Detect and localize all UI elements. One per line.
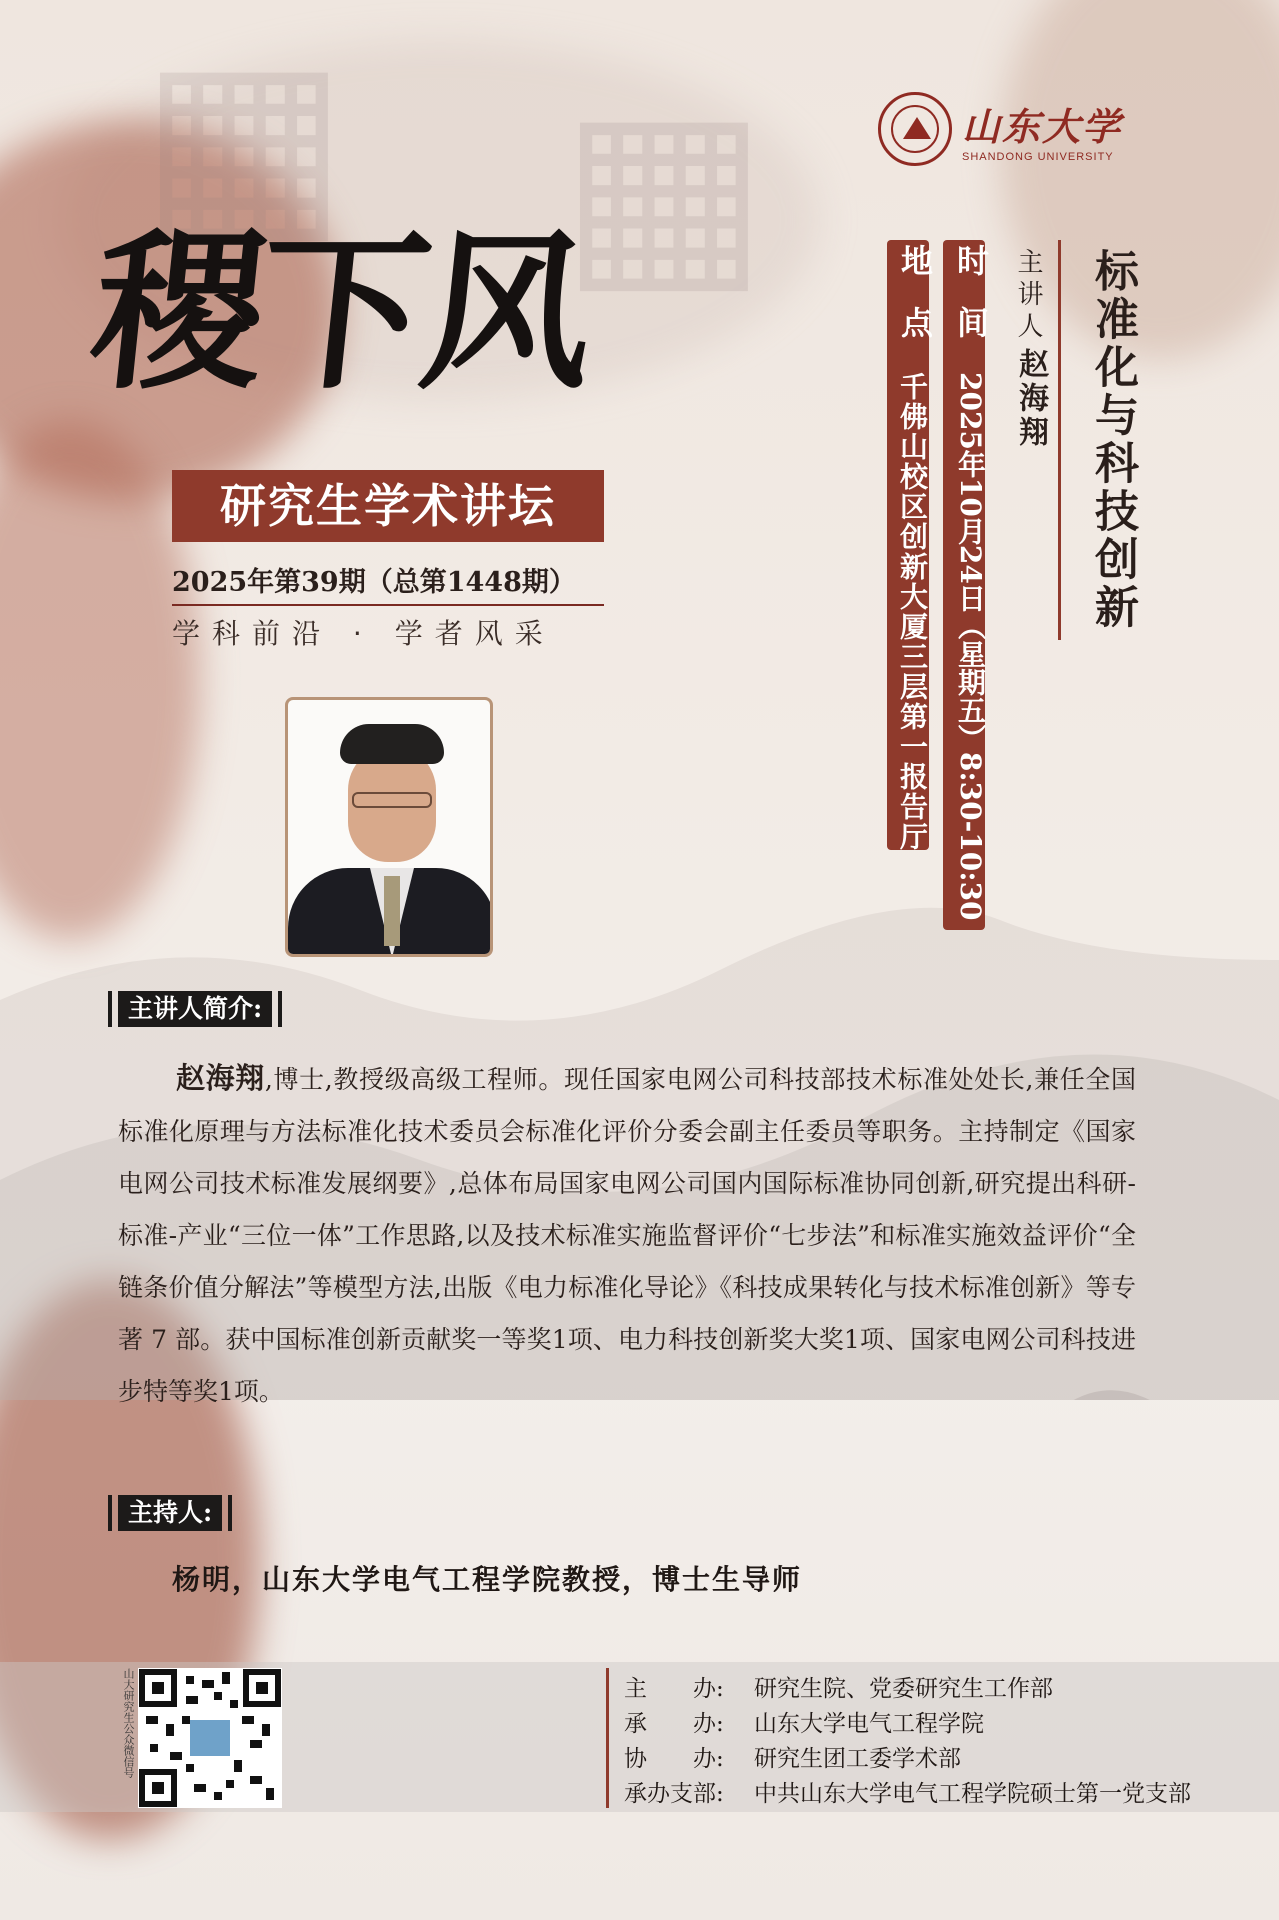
bio-heading: 主讲人简介: <box>118 991 272 1027</box>
slogan: 学科前沿 · 学者风采 <box>172 617 555 650</box>
organizer-divider <box>606 1668 609 1808</box>
university-logo <box>878 92 1122 166</box>
logo-name-en: SHANDONG UNIVERSITY <box>962 150 1114 163</box>
divider <box>172 604 604 606</box>
issue-number: 2025年第39期（总第1448期） <box>172 567 576 598</box>
organizer-row: 承 办: 山东大学电气工程学院 <box>624 1711 984 1737</box>
speaker-name: 赵海翔 <box>1013 348 1048 450</box>
time-value: 2025年10月24日（星期五）8:30-10:30 <box>954 372 987 921</box>
speaker-bio <box>118 1052 1136 1418</box>
location-value: 千佛山校区创新大厦三层第一报告厅 <box>896 372 929 852</box>
time-label: 时间 <box>952 244 990 368</box>
poster: ▦ ▦ 山东大学 SHANDONG UNIVERSITY 稷下风 研究生学术讲坛 2025年第39期（总第1448期） 学科前沿 · 学者风采 标准化与科技创新 主讲人 赵海翔 时间 2025年10月24日（星期五）8:30-10:30 地点 千佛山校区创新大厦三层第一报告厅 主讲人简介: 赵海翔,博士,教授级高级工程师。现任国家电网公司科技部技术标准处处长,兼任全国标准化原理与方法标准化技术委员会标准化评价分委会副主任委员等职务。主持制定《国家电网公司技术标准发展纲要》,总体布局国家电网公司国内国际标准协同创新,研究提出科研-标准-产业“三位一体”工作思路,以及技术标准实施监督评价“七步法”和标准实施效益评价“全链条价值分解法”等模型方法,出版《电力标准化导论》《科技成果转化与技术标准创新》等专著 7 部。获中国标准创新贡献奖一等奖1项、电力科技创新奖大奖1项、国家电网公司科技进步特等奖1项。 主持人: 杨明，山东大学电气工程学院教授，博士生导师 山大研究生公众微信号 主 办: 研究生院、党委研究生工作部 承 办: 山东大学电气工程学院 协 办: 研究生团工委学术部 承办支部: 中共山东大学电气工程学院硕士第一党支部 <box>0 0 1279 1920</box>
logo-name-cn: 山东大学 <box>962 103 1123 149</box>
organizer-row: 协 办: 研究生团工委学术部 <box>624 1746 961 1772</box>
bio-speaker-name: 赵海翔 <box>176 1061 265 1095</box>
host-heading: 主持人: <box>118 1495 222 1531</box>
speaker-label: 主讲人 <box>1013 248 1043 344</box>
bio-text: ,博士,教授级高级工程师。现任国家电网公司科技部技术标准处处长,兼任全国标准化原理与方法标准化技术委员会标准化评价分委会副主任委员等职务。主持制定《国家电网公司技术标准发展纲要》,总体布局国家电网公司国内国际标准协同创新,研究提出科研-标准-产业“三位一体”工作思路,以及技术标准实施监督评价“七步法”和标准实施效益评价“全链条价值分解法”等模型方法,出版《电力标准化导论》《科技成果转化与技术标准创新》等专著 7 部。获中国标准创新贡献奖一等奖1项、电力科技创新奖大奖1项、国家电网公司科技进步特等奖1项。 <box>118 1065 1136 1406</box>
speaker-photo <box>285 697 493 957</box>
lecture-topic: 标准化与科技创新 <box>1087 248 1138 632</box>
topic-divider <box>1058 240 1061 640</box>
qr-code-icon[interactable] <box>138 1668 282 1808</box>
organizer-row: 主 办: 研究生院、党委研究生工作部 <box>624 1676 1053 1702</box>
organizer-row: 承办支部: 中共山东大学电气工程学院硕士第一党支部 <box>624 1781 1191 1807</box>
calligraphy-title: 稷下风 <box>83 213 598 413</box>
location-label: 地点 <box>896 244 934 368</box>
host-info: 杨明，山东大学电气工程学院教授，博士生导师 <box>172 1563 803 1596</box>
qr-caption: 山大研究生公众微信号 <box>122 1668 135 1778</box>
university-seal-icon <box>878 92 952 166</box>
forum-banner: 研究生学术讲坛 <box>172 470 604 542</box>
